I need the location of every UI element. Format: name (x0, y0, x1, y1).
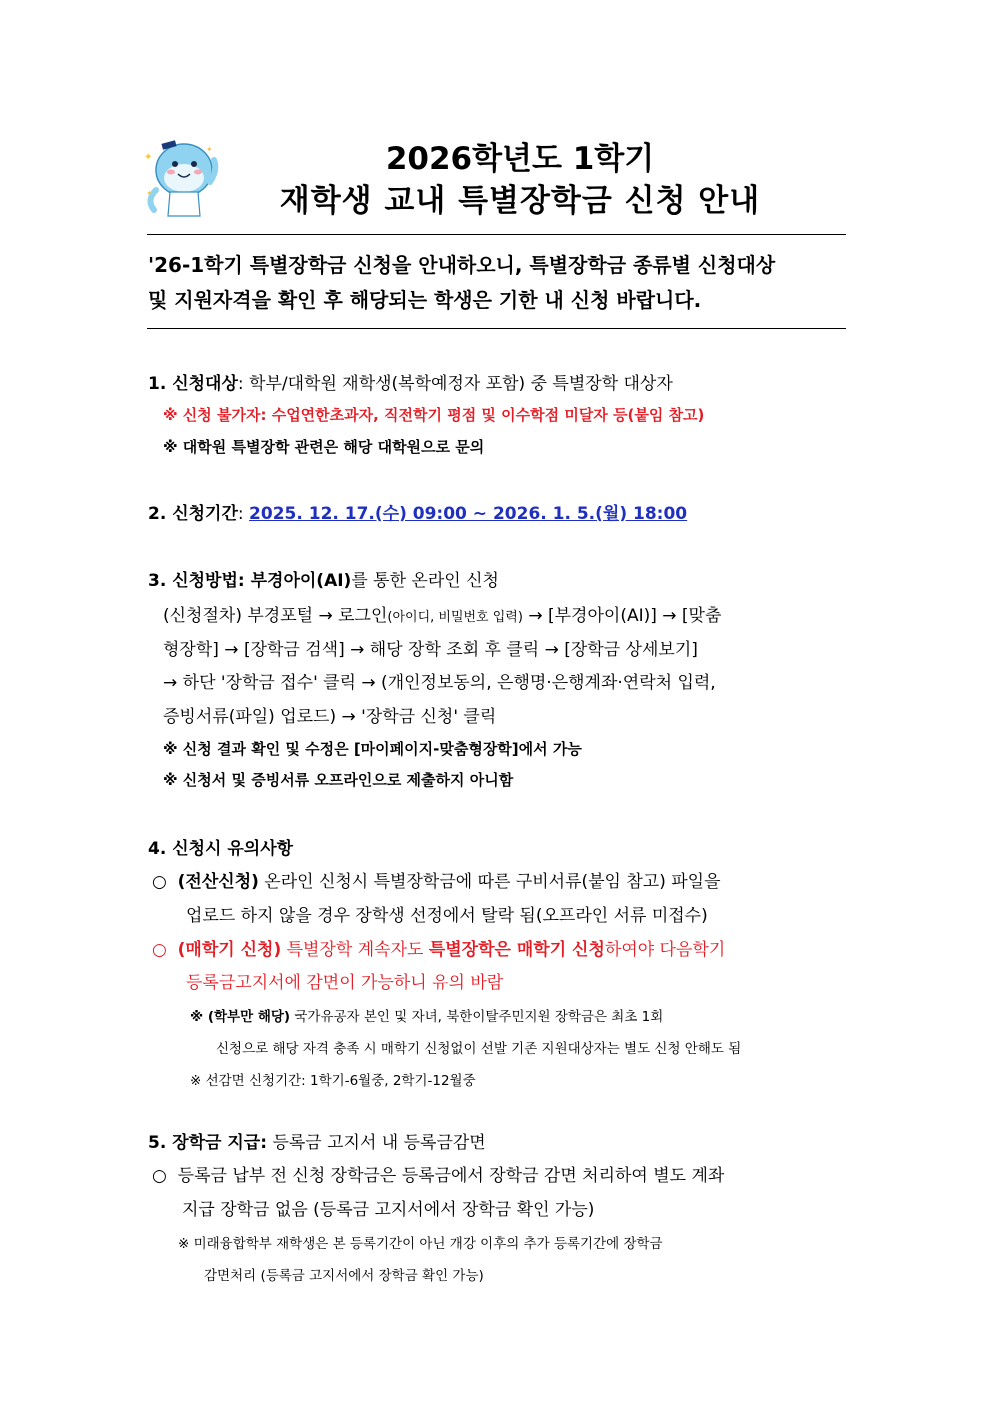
section2-heading (148, 499, 687, 524)
bullet-circle: ○ (152, 940, 167, 960)
section4-bullet2 (152, 935, 725, 960)
bullet2-head: (매학기 신청) (177, 940, 282, 960)
section1-heading (148, 369, 673, 394)
procedure-line4: 증빙서류(파일) 업로드) → '장학금 신청' 클릭 (163, 707, 497, 727)
procedure-line1c: → [부경아이(AI)] → [맞춤 (522, 606, 722, 626)
procedure-line1 (163, 601, 721, 626)
procedure-line3: → 하단 '장학금 접수' 클릭 → (개인정보동의, 은행명·은행계좌·연락처 입력, (163, 673, 716, 693)
intro-line2: 및 지원자격을 확인 후 해당되는 학생은 기한 내 신청 바랍니다. (148, 288, 702, 312)
section5-note-line2: 감면처리 (등록금 고지서에서 장학금 확인 가능) (204, 1268, 484, 1284)
section4-note-veterans-line2: 신청으로 해당 자격 충족 시 매학기 신청없이 선발 기존 지원대상자는 별도 신청 안해도 됨 (216, 1041, 742, 1057)
section4-heading (148, 834, 293, 859)
section5-bullet1-text: 등록금 납부 전 신청 장학금은 등록금에서 장학금 감면 처리하여 별도 계좌 (177, 1166, 725, 1186)
section3-note-offline: ※ 신청서 및 증빙서류 오프라인으로 제출하지 아니함 (163, 771, 514, 789)
section4-note-veterans (190, 1005, 663, 1025)
section1-note-ineligible: ※ 신청 불가자: 수업연한초과자, 직전학기 평점 및 이수학점 미달자 등(붙임 참고) (163, 406, 705, 424)
section3-label: 3. 신청방법: 부경아이(AI) (148, 571, 352, 591)
section1-label: 1. 신청대상 (148, 374, 238, 394)
bullet2-text2: 하여야 다음학기 (604, 940, 726, 960)
svg-text:✦: ✦ (146, 189, 153, 198)
section5-text: 등록금 고지서 내 등록금감면 (267, 1133, 486, 1153)
bullet2-text1: 특별장학 계속자도 (281, 940, 429, 960)
section3-heading (148, 566, 499, 591)
title-line2: 재학생 교내 특별장학금 신청 안내 (279, 183, 761, 219)
procedure-line1b: (아이디, 비밀번호 입력) (387, 610, 523, 625)
bullet-circle: ○ (152, 872, 167, 892)
svg-text:✦: ✦ (144, 152, 153, 163)
title-line1: 2026학년도 1학기 (385, 141, 655, 177)
section2-colon: : (237, 504, 250, 524)
section3-text: 를 통한 온라인 신청 (351, 571, 499, 591)
section1-note-graduate: ※ 대학원 특별장학 관련은 해당 대학원으로 문의 (163, 438, 485, 456)
divider-top (147, 234, 846, 235)
procedure-line1a: (신청절차) 부경포털 → 로그인 (163, 606, 388, 626)
application-period: 2025. 12. 17.(수) 09:00 ~ 2026. 1. 5.(월) 18:00 (249, 504, 688, 524)
bullet1-head: (전산신청) (177, 872, 259, 892)
section4-bullet1 (152, 867, 721, 892)
section3-note-check: ※ 신청 결과 확인 및 수정은 [마이페이지-맞춤형장학]에서 가능 (163, 740, 582, 758)
section4-bullet1-line2: 업로드 하지 않을 경우 장학생 선정에서 탈락 됨(오프라인 서류 미접수) (186, 906, 708, 926)
section5-bullet1 (152, 1161, 724, 1186)
section5-label: 5. 장학금 지급: (148, 1133, 268, 1153)
section1-text: : 학부/대학원 재학생(복학예정자 포함) 중 특별장학 대상자 (237, 374, 673, 394)
procedure-line2: 형장학] → [장학금 검색] → 해당 장학 조회 후 클릭 → [장학금 상세보기] (163, 640, 698, 660)
svg-text:✦: ✦ (206, 145, 213, 154)
note-veterans-head: ※ (학부만 해당) (190, 1009, 291, 1025)
section4-label: 4. 신청시 유의사항 (148, 839, 294, 859)
section5-bullet1-line2: 지급 장학금 없음 (등록금 고지서에서 장학금 확인 가능) (182, 1200, 595, 1220)
note-veterans-text: 국가유공자 본인 및 자녀, 북한이탈주민지원 장학금은 최초 1회 (290, 1009, 664, 1025)
bullet1-text: 온라인 신청시 특별장학금에 따른 구비서류(붙임 참고) 파일을 (258, 872, 721, 892)
section5-note: ※ 미래융합학부 재학생은 본 등록기간이 아닌 개강 이후의 추가 등록기간에 장학금 (178, 1236, 663, 1252)
divider-bottom (147, 328, 846, 329)
bullet-circle: ○ (152, 1166, 167, 1186)
intro-line1: '26-1학기 특별장학금 신청을 안내하오니, 특별장학금 종류별 신청대상 (148, 253, 776, 277)
bullet2-bold: 특별장학은 매학기 신청 (428, 940, 605, 960)
section5-heading (148, 1128, 486, 1153)
section4-note-period: ※ 선감면 신청기간: 1학기-6월중, 2학기-12월중 (190, 1073, 476, 1089)
section4-bullet2-line2: 등록금고지서에 감면이 가능하니 유의 바람 (186, 973, 504, 993)
section2-label: 2. 신청기간 (148, 504, 238, 524)
